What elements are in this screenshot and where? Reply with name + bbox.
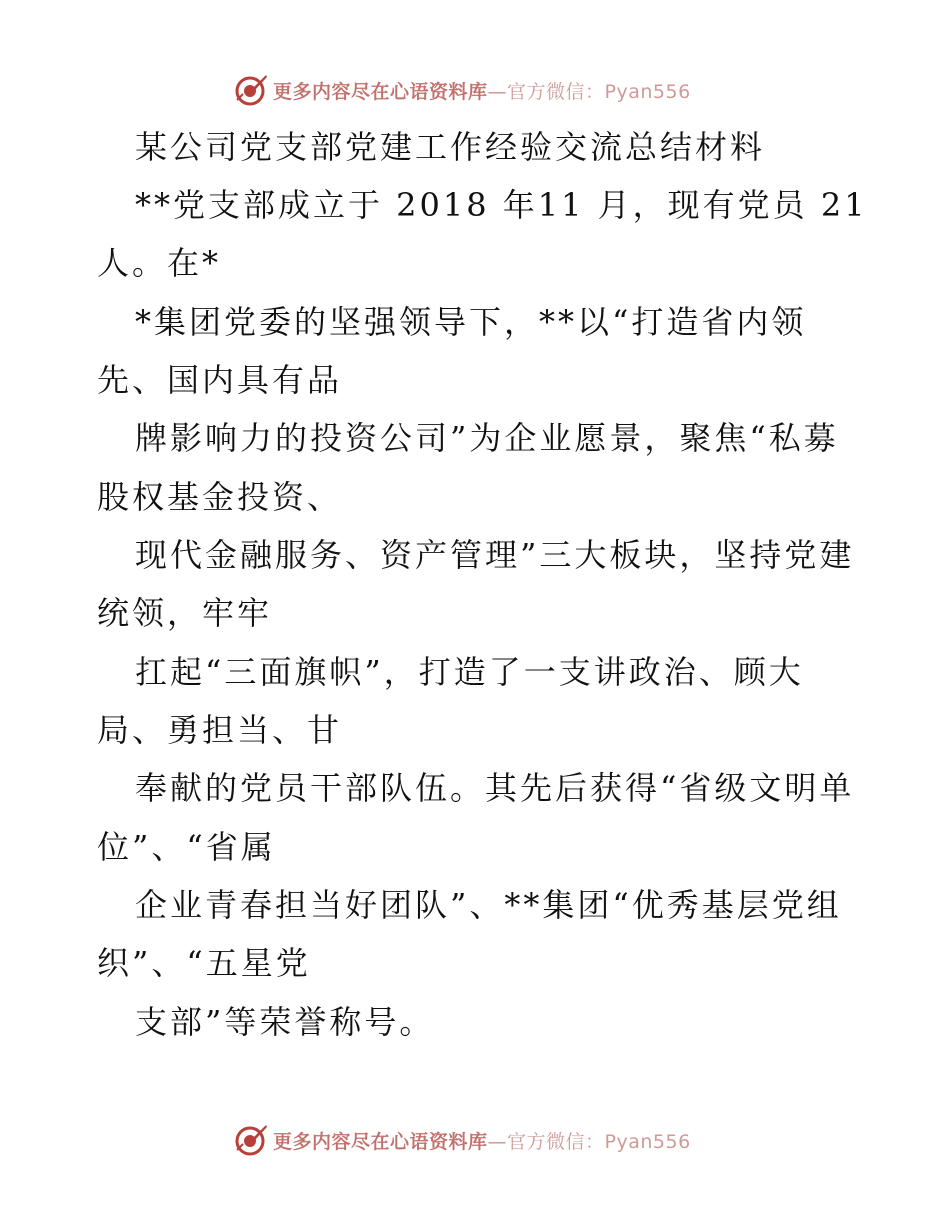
document-title: 某公司党支部党建工作经验交流总结材料: [135, 128, 766, 166]
banner-wechat: 官方微信：Pyan556: [507, 1130, 691, 1153]
paragraph-line: 扛起“三面旗帜”，打造了一支讲政治、顾大: [135, 653, 804, 691]
paragraph-line: 股权基金投资、: [97, 478, 343, 516]
banner-text: [273, 1127, 691, 1154]
paragraph-line: 人。在*: [97, 244, 222, 282]
paragraph-line: 现代金融服务、资产管理”三大板块，坚持党建: [135, 536, 855, 574]
banner-brand: 更多内容尽在心语资料库: [273, 80, 488, 103]
paragraph-line: 支部”等荣誉称号。: [135, 1003, 435, 1041]
paragraph-line: 奉献的党员干部队伍。其先后获得“省级文明单: [135, 769, 855, 807]
paragraph-line: 局、勇担当、甘: [97, 711, 343, 749]
paragraph-line: 统领，牢牢: [97, 594, 273, 632]
banner-wechat: 官方微信：Pyan556: [507, 80, 691, 103]
paragraph-line: **党支部成立于 2018 年11 月，现有党员 21: [135, 186, 868, 224]
paragraph-line: 企业青春担当好团队”、**集团“优秀基层党组: [135, 886, 842, 924]
paragraph-line: *集团党委的坚强领导下，**以“打造省内领: [135, 303, 807, 341]
paragraph-line: 织”、“五星党: [97, 944, 311, 982]
header-banner: [233, 70, 691, 110]
paragraph-line: 牌影响力的投资公司”为企业愿景，聚焦“私募: [135, 419, 839, 457]
footer-banner: [233, 1120, 691, 1160]
paragraph-line: 先、国内具有品: [97, 361, 343, 399]
pen-logo-icon: [233, 1122, 269, 1158]
banner-dash: —: [487, 80, 508, 103]
pen-logo-icon: [233, 72, 269, 108]
banner-brand: 更多内容尽在心语资料库: [273, 1130, 488, 1153]
banner-dash: —: [487, 1130, 508, 1153]
banner-text: [273, 77, 691, 104]
paragraph-line: 位”、“省属: [97, 828, 276, 866]
